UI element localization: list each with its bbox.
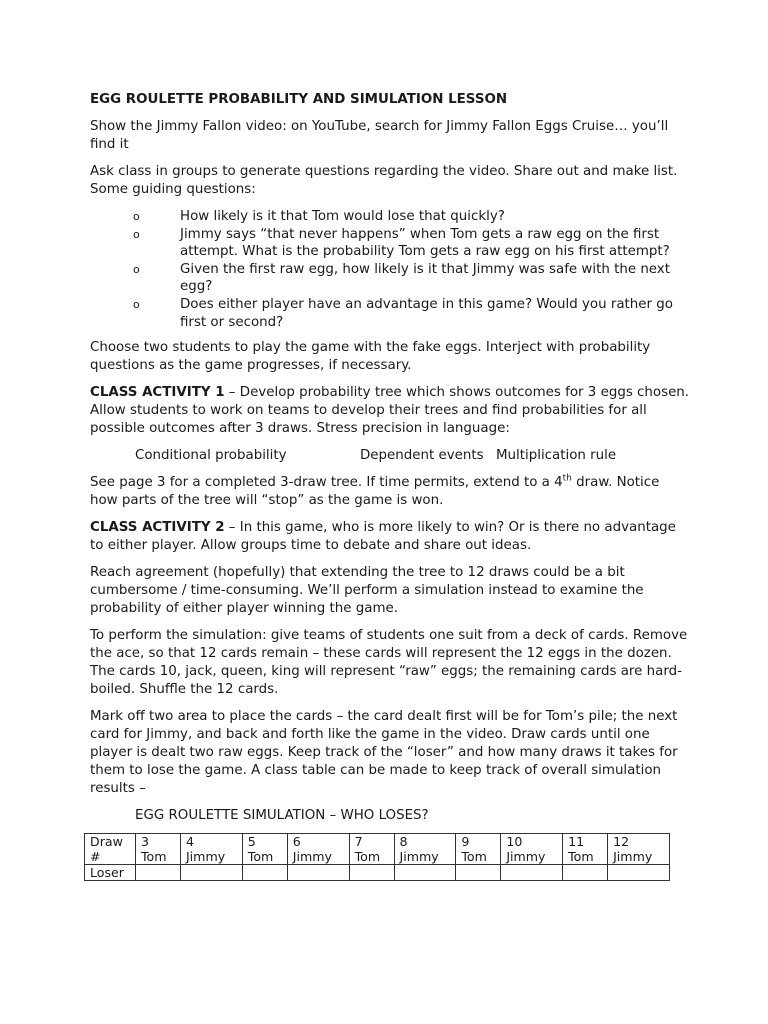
loser-cell[interactable]: [287, 865, 349, 881]
choose-students-paragraph: Choose two students to play the game with the fake eggs. Interject with probability questions as the game progresses, if necessary.: [90, 340, 651, 374]
draw-player: Tom: [141, 849, 167, 865]
term-conditional-probability: Conditional probability: [135, 448, 287, 464]
draw-cell: [349, 834, 394, 865]
draw-player: Jimmy: [185, 849, 226, 865]
activity-2-text: – In this game, who is more likely to win? Or is there no advantage to either player. Allow groups time to debate and share out ideas.: [90, 520, 676, 554]
page-3-paragraph: [90, 474, 690, 510]
loser-cell[interactable]: [349, 865, 394, 881]
reach-agreement-paragraph: Reach agreement (hopefully) that extending the tree to 12 draws could be a bit cumbersome / time-consuming. We’ll perform a simulation instead to examine the probability of either player winning the game.: [90, 565, 644, 617]
document-page: [90, 91, 690, 881]
draw-player: Tom: [568, 849, 594, 865]
draw-number: 11: [568, 834, 585, 850]
draw-number: 5: [247, 834, 256, 850]
loser-cell[interactable]: [136, 865, 181, 881]
draw-player: Tom: [354, 849, 381, 865]
draw-cell: [501, 834, 563, 865]
loser-header-cell: Loser: [85, 865, 136, 881]
activity-1-label: CLASS ACTIVITY 1: [90, 385, 225, 401]
term-multiplication-rule: Multiplication rule: [496, 448, 617, 464]
loser-cell[interactable]: [501, 865, 563, 881]
draw-player: Tom: [247, 849, 274, 865]
loser-cell[interactable]: [608, 865, 670, 881]
draw-number: 3: [141, 834, 150, 850]
draw-cell: [242, 834, 287, 865]
draw-cell: [456, 834, 501, 865]
list-item: [133, 208, 690, 226]
list-item: [133, 226, 690, 261]
question-text: Jimmy says “that never happens” when Tom gets a raw egg on the first attempt. What is the probability Tom gets a raw egg on his first attempt?: [180, 226, 670, 260]
draw-number: 12: [613, 834, 630, 850]
draw-cell: [180, 834, 242, 865]
loser-cell[interactable]: [456, 865, 501, 881]
draw-number: 10: [506, 834, 523, 850]
draw-number: 9: [461, 834, 470, 850]
table-title: EGG ROULETTE SIMULATION – WHO LOSES?: [135, 808, 429, 824]
draw-cell: [136, 834, 181, 865]
list-item: [133, 296, 690, 331]
activity-2-label: CLASS ACTIVITY 2: [90, 520, 225, 536]
draw-header-cell: [85, 834, 136, 865]
bullet-icon: o: [133, 262, 140, 276]
bullet-icon: o: [133, 227, 140, 241]
table-row: [85, 865, 670, 881]
loser-cell[interactable]: [242, 865, 287, 881]
intro-paragraph: Show the Jimmy Fallon video: on YouTube, search for Jimmy Fallon Eggs Cruise… you’ll find it: [90, 119, 669, 152]
draw-player: Jimmy: [292, 849, 332, 865]
simulation-instructions-paragraph: To perform the simulation: give teams of students one suit from a deck of cards. Remove the ace, so that 12 cards remain – these cards will represent the 12 eggs in the dozen. The cards 10, jack, queen, king will represent “raw” eggs; the remaining cards are hard-boiled. Shuffle the 12 cards.: [90, 628, 688, 698]
draw-number: 4: [185, 834, 194, 850]
draw-header-label: Draw: [90, 834, 123, 850]
key-terms-row: [135, 447, 690, 465]
loser-cell[interactable]: [180, 865, 242, 881]
loser-cell[interactable]: [394, 865, 456, 881]
question-text: How likely is it that Tom would lose that quickly?: [180, 209, 505, 224]
term-dependent-events: Dependent events: [360, 448, 484, 464]
draw-player: Tom: [461, 849, 487, 865]
list-item: [133, 261, 690, 296]
bullet-icon: o: [133, 210, 140, 223]
bullet-icon: o: [133, 297, 140, 311]
activity-1-text: – Develop probability tree which shows outcomes for 3 eggs chosen. Allow students to work on teams to develop their trees and find probabilities for all possible outcomes after 3 draws. Stress precision in language:: [90, 385, 690, 437]
draw-cell: [287, 834, 349, 865]
class-activity-1: [90, 384, 690, 438]
draw-player: Jimmy: [506, 849, 546, 865]
class-activity-2: [90, 519, 690, 555]
draw-header-hash: #: [90, 849, 101, 865]
group-questions-paragraph: Ask class in groups to generate questions regarding the video. Share out and make list. Some guiding questions:: [90, 164, 678, 197]
document-title: EGG ROULETTE PROBABILITY AND SIMULATION LESSON: [90, 92, 508, 107]
draw-number: 7: [354, 834, 363, 850]
simulation-table: [84, 833, 670, 881]
draw-player: Jimmy: [613, 849, 653, 865]
draw-player: Jimmy: [399, 849, 439, 865]
draw-number: 8: [399, 834, 408, 850]
ordinal-suffix: th: [562, 473, 572, 484]
page-3-text: See page 3 for a completed 3-draw tree. If time permits, extend to a 4: [90, 475, 563, 491]
draw-cell: [394, 834, 456, 865]
mark-off-paragraph: Mark off two area to place the cards – the card dealt first will be for Tom’s pile; the next card for Jimmy, and back and forth like the game in the video. Draw cards until one player is dealt two raw eggs. Keep track of the “loser” and how many draws it takes for them to lose the game. A class table can be made to keep track of overall simulation results –: [90, 709, 678, 797]
page-3-text-end: draw. Notice how parts of the tree will “stop” as the game is won.: [90, 475, 660, 509]
draw-cell: [608, 834, 670, 865]
guiding-questions-list: [90, 208, 690, 331]
question-text: Does either player have an advantage in this game? Would you rather go first or second?: [180, 296, 673, 330]
table-row: [85, 834, 670, 865]
draw-cell: [563, 834, 608, 865]
loser-cell[interactable]: [563, 865, 608, 881]
draw-number: 6: [292, 834, 301, 850]
question-text: Given the first raw egg, how likely is it that Jimmy was safe with the next egg?: [180, 261, 670, 295]
